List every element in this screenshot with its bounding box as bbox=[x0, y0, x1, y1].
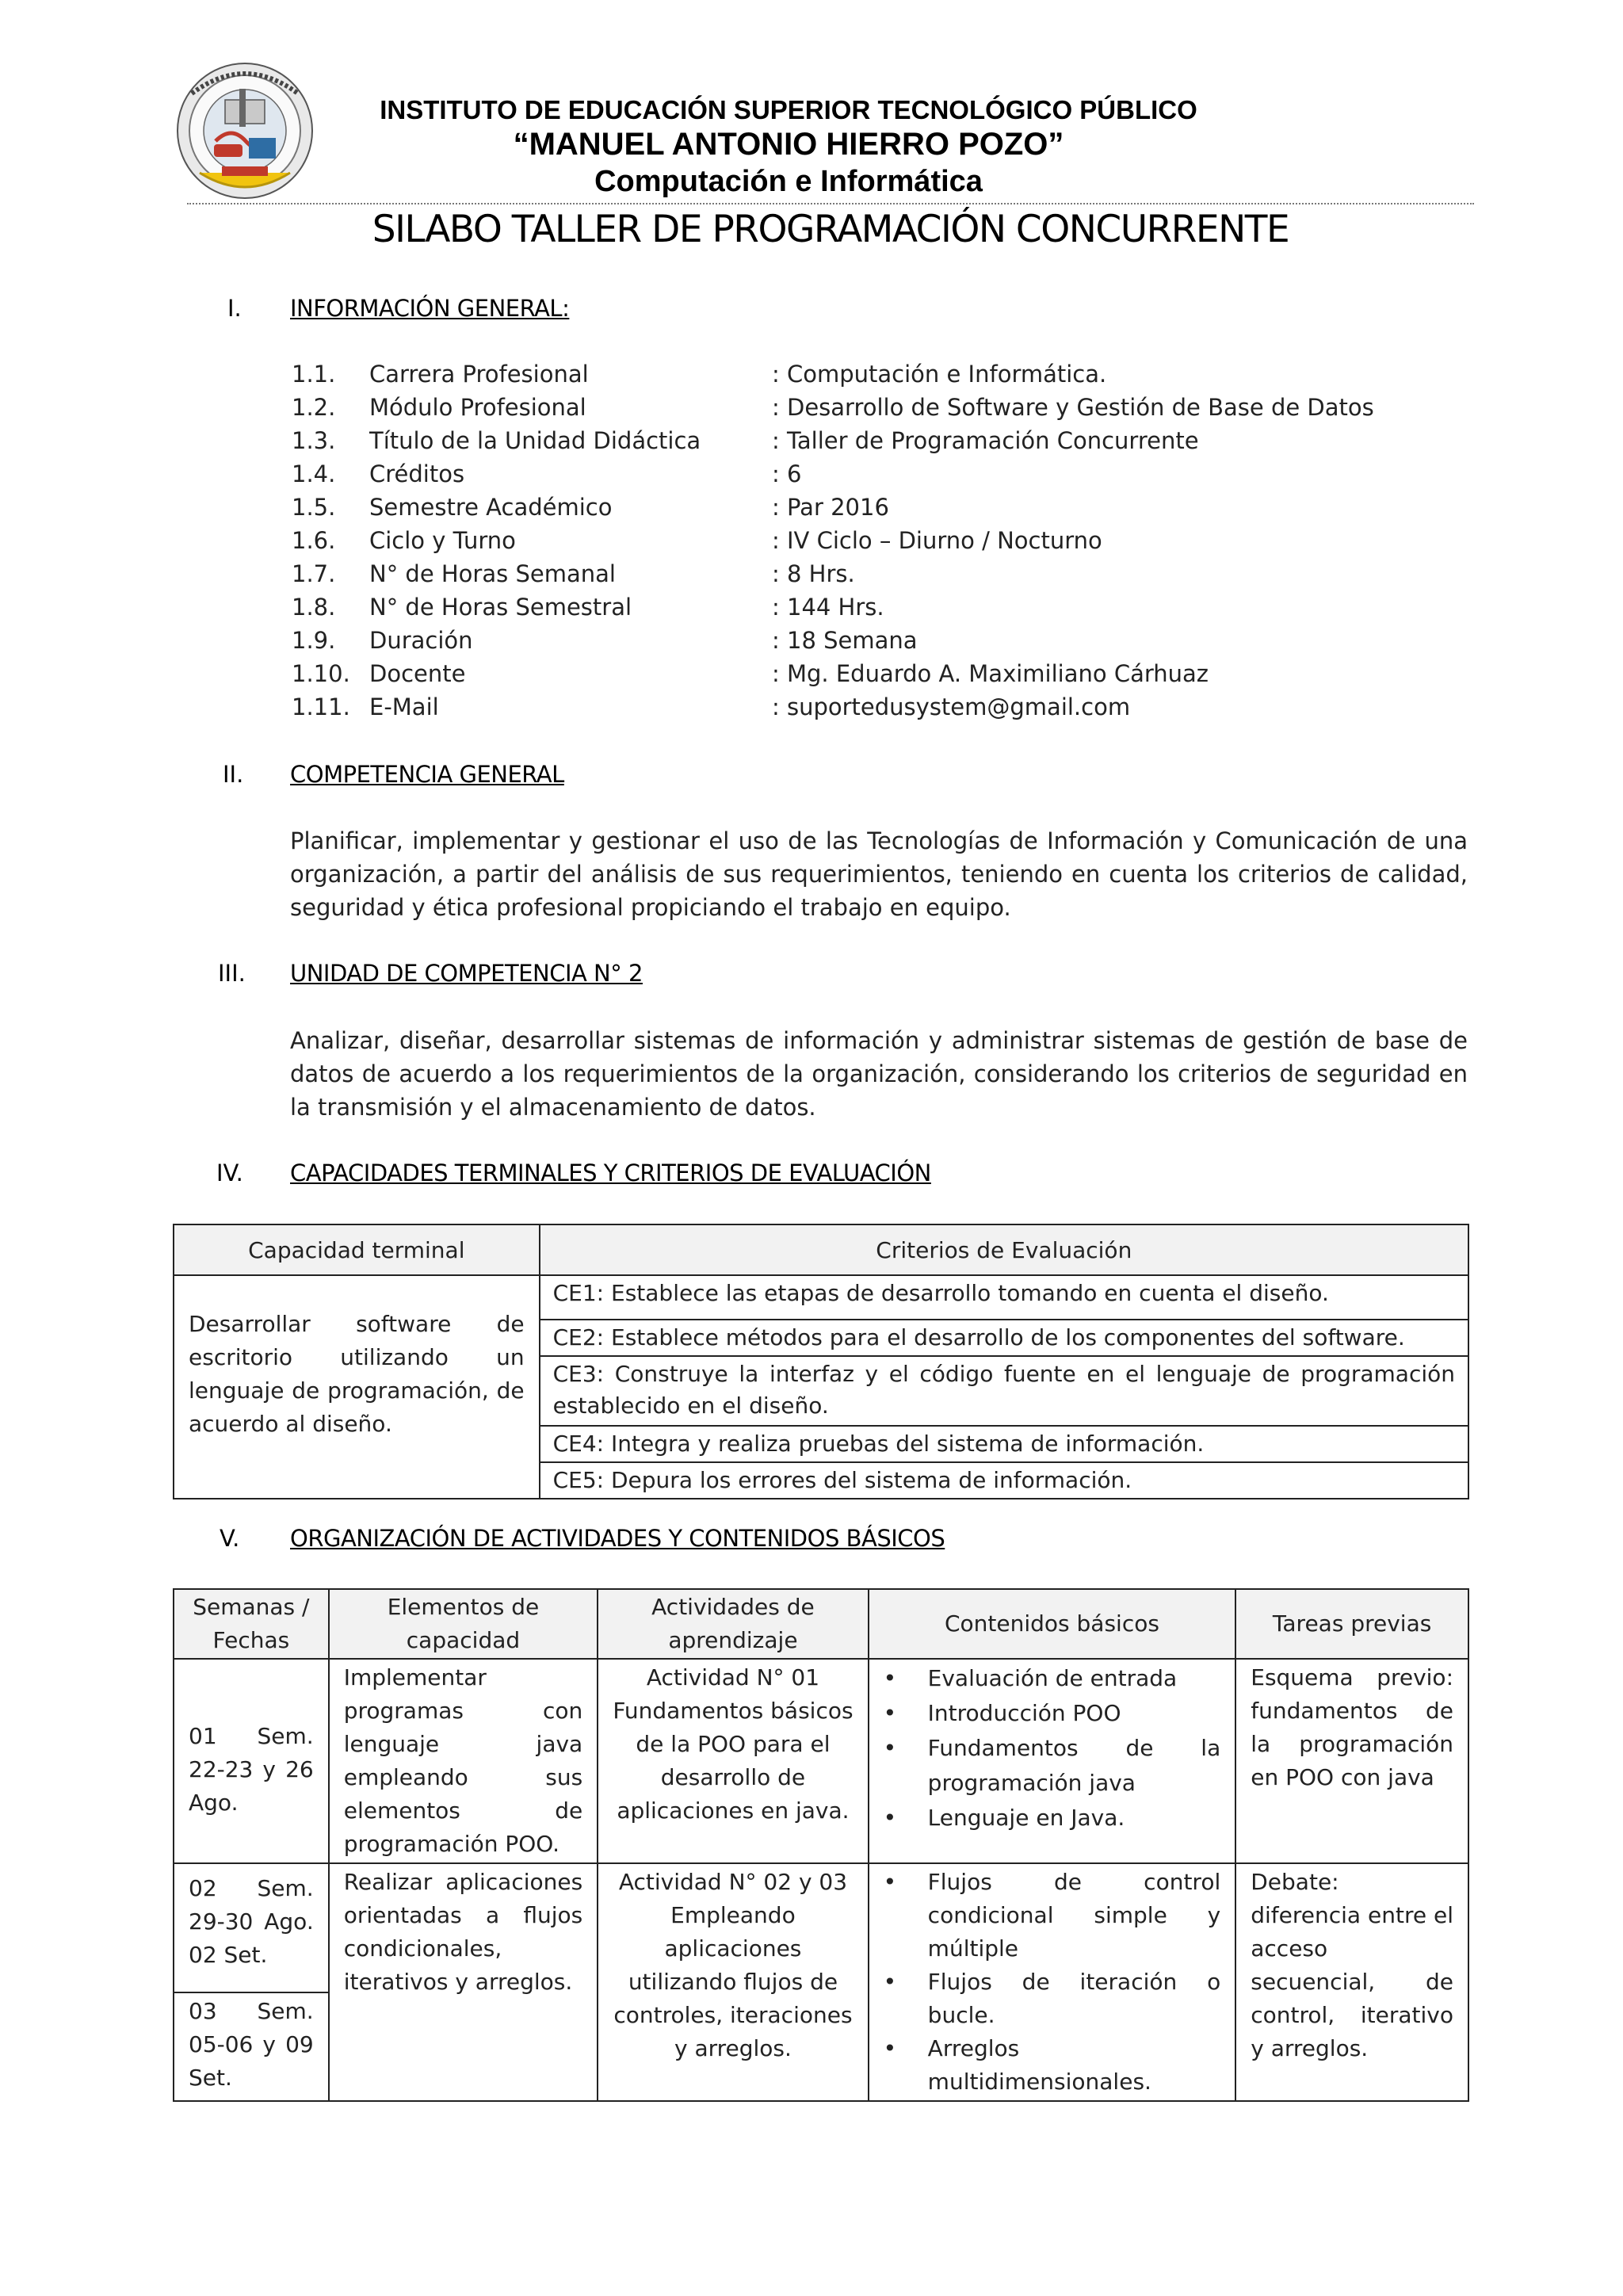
basic-contents-cell bbox=[869, 1659, 1236, 1863]
table-row bbox=[174, 1863, 1468, 1992]
activities-table bbox=[173, 1588, 1469, 2102]
activity-description: Empleando aplicaciones utilizando flujos de controles, iteraciones y arreglos. bbox=[613, 1902, 853, 2061]
info-value: : Mg. Eduardo A. Maximiliano Cárhuaz bbox=[772, 660, 1209, 687]
table-header-row bbox=[174, 1224, 1468, 1275]
info-number: 1.4. bbox=[292, 460, 336, 487]
section-heading-general-competence: COMPETENCIA GENERAL bbox=[290, 761, 564, 788]
section-number: V. bbox=[220, 1525, 240, 1552]
info-value: : 6 bbox=[772, 460, 802, 487]
column-header: Contenidos básicos bbox=[869, 1589, 1236, 1659]
list-item: • Lenguaje en Java. bbox=[884, 1801, 1221, 1836]
previous-tasks-cell: Esquema previo: fundamentos de la programación en POO con java bbox=[1235, 1659, 1468, 1863]
info-value: : suportedusystem@gmail.com bbox=[772, 693, 1131, 720]
column-header: Elementos de capacidad bbox=[329, 1589, 598, 1659]
capacities-table bbox=[173, 1224, 1469, 1499]
info-row bbox=[292, 693, 1480, 727]
basic-contents-cell bbox=[869, 1863, 1236, 2101]
list-item: • Introducción POO bbox=[884, 1696, 1221, 1731]
info-label: Ciclo y Turno bbox=[369, 527, 516, 554]
section-number: III. bbox=[218, 960, 246, 987]
institute-proper-name: “MANUEL ANTONIO HIERRO POZO” bbox=[513, 127, 1064, 162]
header-divider bbox=[187, 203, 1474, 204]
list-item: • Flujos de control condicional simple y múltiple bbox=[884, 1866, 1221, 1966]
info-row bbox=[292, 660, 1480, 693]
info-value: : Desarrollo de Software y Gestión de Base de Datos bbox=[772, 394, 1374, 421]
info-row bbox=[292, 527, 1480, 560]
info-number: 1.5. bbox=[292, 494, 336, 521]
criterion-cell: CE2: Establece métodos para el desarrollo de los componentes del software. bbox=[540, 1320, 1468, 1356]
info-value: : IV Ciclo – Diurno / Nocturno bbox=[772, 527, 1102, 554]
column-header: Capacidad terminal bbox=[174, 1224, 540, 1275]
section-number: II. bbox=[223, 761, 244, 788]
info-label: Título de la Unidad Didáctica bbox=[369, 427, 701, 454]
info-number: 1.1. bbox=[292, 361, 336, 388]
terminal-capacity-cell: Desarrollar software de escritorio utilizando un lenguaje de programación, de acuerdo al diseño. bbox=[174, 1275, 540, 1499]
info-value: : Computación e Informática. bbox=[772, 361, 1107, 388]
criterion-cell: CE5: Depura los errores del sistema de información. bbox=[540, 1462, 1468, 1499]
info-label: Semestre Académico bbox=[369, 494, 613, 521]
section-heading-competence-unit: UNIDAD DE COMPETENCIA N° 2 bbox=[290, 960, 643, 987]
info-row bbox=[292, 427, 1480, 460]
info-row bbox=[292, 361, 1480, 394]
capacity-element-cell: Implementar programas con lenguaje java empleando sus elementos de programación POO. bbox=[329, 1659, 598, 1863]
info-number: 1.9. bbox=[292, 627, 336, 654]
column-header: Actividades de aprendizaje bbox=[598, 1589, 868, 1659]
section-number: IV. bbox=[216, 1159, 243, 1186]
column-header: Semanas / Fechas bbox=[174, 1589, 329, 1659]
contents-list bbox=[884, 1866, 1221, 2099]
info-row bbox=[292, 460, 1480, 494]
criterion-cell: CE4: Integra y realiza pruebas del sistema de información. bbox=[540, 1426, 1468, 1462]
learning-activity-cell bbox=[598, 1863, 868, 2101]
contents-list bbox=[884, 1661, 1221, 1836]
institute-name-line: INSTITUTO DE EDUCACIÓN SUPERIOR TECNOLÓGICO PÚBLICO bbox=[380, 95, 1197, 124]
document-title: SILABO TALLER DE PROGRAMACIÓN CONCURRENTE bbox=[372, 208, 1289, 251]
info-label: N° de Horas Semestral bbox=[369, 594, 632, 621]
info-label: E-Mail bbox=[369, 693, 439, 720]
info-value: : Par 2016 bbox=[772, 494, 889, 521]
info-value: : 144 Hrs. bbox=[772, 594, 884, 621]
info-label: Carrera Profesional bbox=[369, 361, 589, 388]
column-header: Tareas previas bbox=[1235, 1589, 1468, 1659]
list-item: • Fundamentos de la programación java bbox=[884, 1731, 1221, 1801]
info-label: Docente bbox=[369, 660, 466, 687]
general-competence-text: Planificar, implementar y gestionar el uso de las Tecnologías de Información y Comunicación de una organización, a partir del análisis de sus requerimientos, teniendo en cuenta los criterios de calidad, seguridad y ética profesional propiciando el trabajo en equipo. bbox=[290, 827, 1468, 921]
info-label: Créditos bbox=[369, 460, 465, 487]
section-heading-activities: ORGANIZACIÓN DE ACTIVIDADES Y CONTENIDOS BÁSICOS bbox=[290, 1525, 945, 1552]
info-row bbox=[292, 394, 1480, 427]
info-value: : 18 Semana bbox=[772, 627, 918, 654]
activity-title: Actividad N° 01 bbox=[646, 1664, 820, 1690]
learning-activity-cell bbox=[598, 1659, 868, 1863]
section-heading-capacities: CAPACIDADES TERMINALES Y CRITERIOS DE EVALUACIÓN bbox=[290, 1159, 931, 1186]
table-header-row bbox=[174, 1589, 1468, 1659]
info-number: 1.11. bbox=[292, 693, 350, 720]
capacity-element-cell: Realizar aplicaciones orientadas a flujos condicionales, iterativos y arreglos. bbox=[329, 1863, 598, 2101]
competence-unit-text: Analizar, diseñar, desarrollar sistemas de información y administrar sistemas de gestión de base de datos de acuerdo a los requerimientos de la organización, considerando los criterios de seguridad en la transmisión y el almacenamiento de datos. bbox=[290, 1027, 1468, 1121]
list-item: • Arreglos multidimensionales. bbox=[884, 2032, 1221, 2099]
info-row bbox=[292, 494, 1480, 527]
info-number: 1.8. bbox=[292, 594, 336, 621]
section-heading-general-info: INFORMACIÓN GENERAL: bbox=[290, 295, 570, 322]
table-row bbox=[174, 1659, 1468, 1863]
activity-description: Fundamentos básicos de la POO para el desarrollo de aplicaciones en java. bbox=[613, 1698, 854, 1824]
criterion-cell: CE1: Establece las etapas de desarrollo tomando en cuenta el diseño. bbox=[540, 1275, 1468, 1320]
info-label: Duración bbox=[369, 627, 473, 654]
list-item: • Evaluación de entrada bbox=[884, 1661, 1221, 1696]
info-row bbox=[292, 560, 1480, 594]
table-row bbox=[174, 1275, 1468, 1320]
weeks-cell: 01 Sem. 22-23 y 26 Ago. bbox=[174, 1659, 329, 1863]
info-row bbox=[292, 627, 1480, 660]
previous-tasks-cell: Debate: diferencia entre el acceso secuencial, de control, iterativo y arreglos. bbox=[1235, 1863, 1468, 2101]
weeks-cell: 03 Sem. 05-06 y 09 Set. bbox=[174, 1992, 329, 2102]
info-label: N° de Horas Semanal bbox=[369, 560, 616, 587]
section-number: I. bbox=[227, 295, 242, 322]
info-number: 1.7. bbox=[292, 560, 336, 587]
column-header: Criterios de Evaluación bbox=[540, 1224, 1468, 1275]
activity-title: Actividad N° 02 y 03 bbox=[618, 1869, 848, 1895]
info-value: : 8 Hrs. bbox=[772, 560, 855, 587]
info-number: 1.3. bbox=[292, 427, 336, 454]
info-value: : Taller de Programación Concurrente bbox=[772, 427, 1199, 454]
info-label: Módulo Profesional bbox=[369, 394, 586, 421]
info-number: 1.6. bbox=[292, 527, 336, 554]
criterion-cell: CE3: Construye la interfaz y el código fuente en el lenguaje de programación establecido en el diseño. bbox=[540, 1356, 1468, 1426]
info-number: 1.2. bbox=[292, 394, 336, 421]
weeks-cell: 02 Sem. 29-30 Ago. 02 Set. bbox=[174, 1863, 329, 1992]
info-number: 1.10. bbox=[292, 660, 350, 687]
institute-program: Computación e Informática bbox=[594, 165, 983, 198]
list-item: • Flujos de iteración o bucle. bbox=[884, 1966, 1221, 2032]
info-row bbox=[292, 594, 1480, 627]
